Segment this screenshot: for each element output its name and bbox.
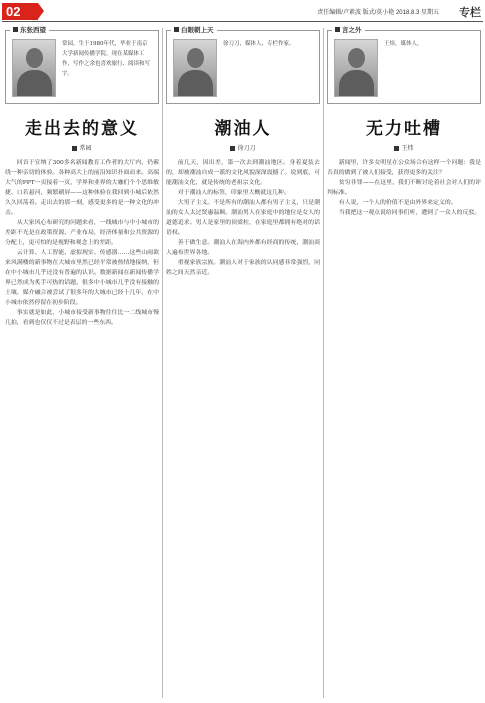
column-1: [5, 26, 159, 698]
paragraph: 重视家族宗族。潮汕人对于家族的认同感非常强烈，同姓之间天然亲近。: [166, 260, 320, 276]
author-bio: 王炜，媒体人。: [384, 41, 423, 47]
column-tag: 言之外: [332, 25, 365, 34]
column-3: [327, 26, 481, 703]
paragraph: 从大家风心布研究的问题来看，一线城市与中小城市的差距不光是在政策资源、产业布局，经济体量和公共资源的分配上，更可怕的是视野和观念上的差距。: [5, 220, 159, 246]
column-divider: [162, 28, 163, 698]
paragraph: 回首于宣纳了300多名新闻教育工作者的大厅内，仍萦绕一种亲切的体验。各种高大上的前沿知识扑面而来。高端大气的PPT一页接着一页，学界和业界的大咖们个个思维敏捷、口若悬河，频繁刷屏——这种体验在我回到小城后依然久久回荡着。走出去的那一刻，感受更多的是一种文化的冲击。: [5, 160, 159, 216]
column-2: [166, 26, 320, 698]
paragraph: 贫穷非罪——在这里，我们不断讨论着社会对人们的评判标准。: [327, 180, 481, 196]
article-title: 潮油人: [214, 119, 272, 139]
paragraph: 云计算、人工智能、虚拟现实、传感器……这些山雨欲来风满楼的新事物在大城市里然已经平常被热情地接纳，但在中小城市几乎还没有普遍的认识。数据新闻在新闻传播学界已然成为炙手可热的话题，很多中小城市几乎没有接触的土壤，媒介融合被尝试了很多年的大城市已经十几年，在中小城市依然停留在初步阶段。: [5, 250, 159, 306]
article-body: [166, 158, 320, 698]
editor-meta: 责任编辑/卢素波 版式/莫小艳 2018.8.3 星期五: [317, 10, 439, 16]
paragraph: 事实就是如此，小城市接受新事物往往比一二线城市慢几拍，看到也仅仅不过是表层的一些东西。: [5, 310, 159, 326]
column-divider: [323, 28, 324, 698]
section-name: 专栏: [459, 7, 481, 19]
author-photo: [173, 39, 217, 97]
column-tag: 东张西望: [10, 25, 49, 34]
author-photo: [12, 39, 56, 97]
paragraph: 对于潮汕人的标签，印象里大概就这几种。: [177, 190, 290, 196]
author-photo: [334, 39, 378, 97]
header-divider: [2, 21, 483, 22]
byline: 徐刀刀: [166, 143, 320, 152]
paragraph: 有人说，一个人的价值不是由外界来定义的。: [338, 200, 457, 206]
paragraph: 善于做生意。潮汕人在海内外都有经商的传统，潮汕商人遍布世界各地。: [166, 240, 320, 256]
page-number: 02: [2, 3, 38, 20]
column-tag: 白眼朝上天: [171, 25, 217, 34]
article-title: 走出去的意义: [25, 119, 139, 139]
author-profile: [5, 27, 159, 104]
paragraph: 大男子主义。不是所有的潮汕人都有男子主义，只是潮汕的女人太过贤惠温顺。潮汕男人在家庭中的地位是女人的道德追求。男人是家里的顶梁柱，在家庭里都拥有绝对的话语权。: [166, 200, 320, 236]
article-body: [327, 158, 481, 703]
byline: 常园: [5, 143, 159, 152]
page-header: [0, 0, 485, 22]
author-bio: 常园，生于1980年代，毕业于南京大学新闻传播学院，现在某媒体工作，写作之余也喜欢旅行、阅读和写字。: [62, 41, 151, 77]
paragraph: 新闻里，许多女明星在公众场合有这样一个问题：我是否真的做到了被人们接受，获得更多的关注？: [327, 160, 481, 176]
paragraph: 当我把这一观点说给同事们听，遭到了一众人的反驳。: [338, 210, 481, 216]
author-profile: [327, 27, 481, 104]
article-title: 无力吐槽: [366, 119, 442, 139]
author-bio: 徐刀刀，媒体人、专栏作家。: [223, 41, 295, 47]
byline: 王炜: [327, 143, 481, 152]
article-body: [5, 158, 159, 698]
author-profile: [166, 27, 320, 104]
paragraph: 前几天，因出差，第一次去到潮汕地区。身着夏装去的，却被潮汕自成一派的文化风貌深深震撼了。说到底，可能潮汕文化，就是传统的老祖宗文化。: [166, 160, 320, 186]
